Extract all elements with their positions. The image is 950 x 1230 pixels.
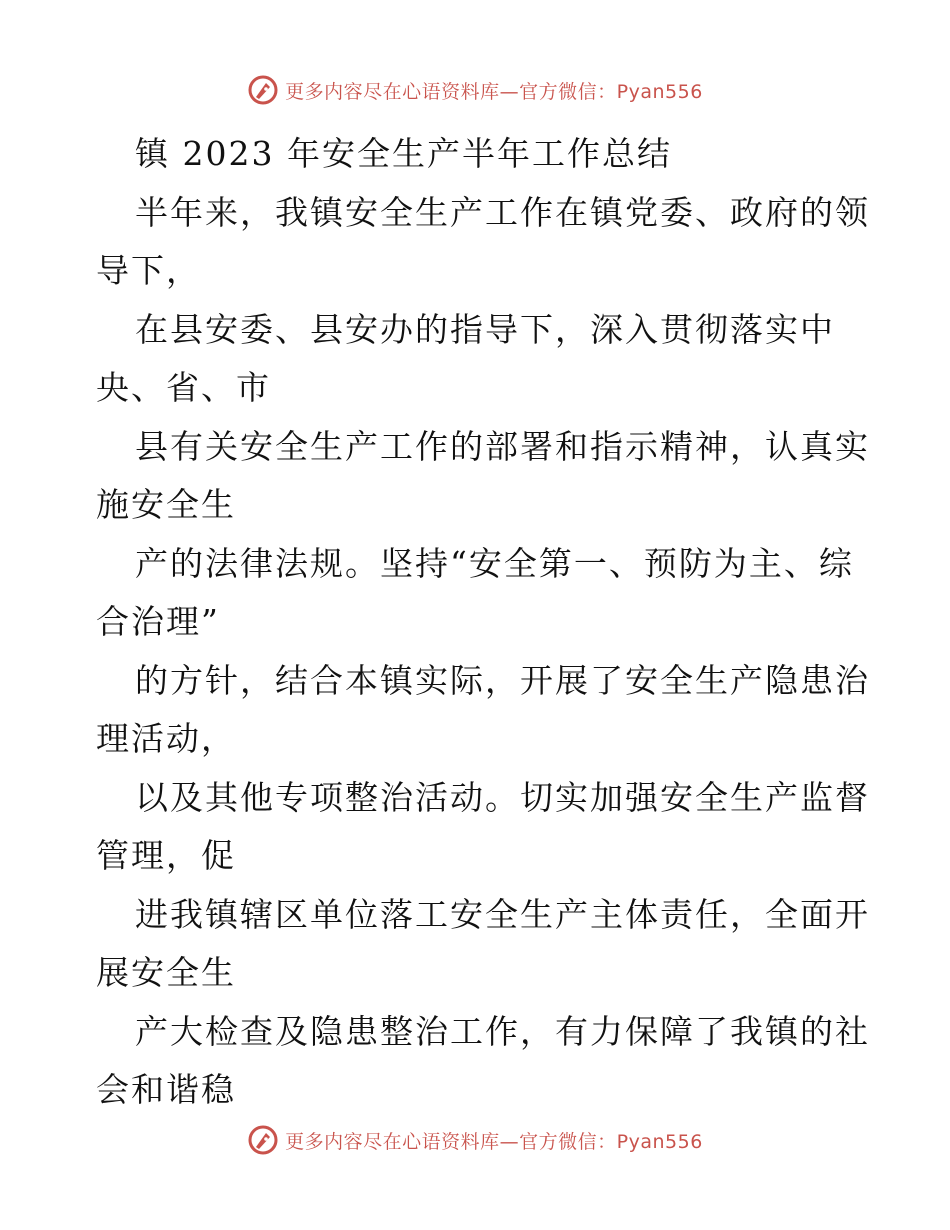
text-line: 央、省、市 xyxy=(96,368,271,407)
text-line: 合治理” xyxy=(96,602,220,641)
text-line: 以及其他专项整治活动。切实加强安全生产监督 xyxy=(135,777,870,817)
text-line: 半年来，我镇安全生产工作在镇党委、政府的领 xyxy=(135,192,870,232)
text-line: 会和谐稳 xyxy=(96,1070,236,1109)
pen-nib-logo-icon xyxy=(247,1124,279,1156)
document-body xyxy=(96,125,870,1120)
pen-nib-logo-icon xyxy=(247,74,279,106)
text-line: 施安全生 xyxy=(96,485,236,524)
text-line: 的方针，结合本镇实际，开展了安全生产隐患治 xyxy=(135,660,870,700)
text-line: 在县安委、县安办的指导下，深入贯彻落实中 xyxy=(135,309,835,349)
watermark-text: 更多内容尽在心语资料库—官方微信：Pyan556 xyxy=(285,1130,703,1153)
watermark-text: 更多内容尽在心语资料库—官方微信：Pyan556 xyxy=(285,80,703,103)
footer-watermark xyxy=(0,1120,950,1160)
text-line: 产大检查及隐患整治工作，有力保障了我镇的社 xyxy=(135,1011,870,1051)
header-watermark xyxy=(0,70,950,110)
text-line: 理活动， xyxy=(96,719,236,758)
document-title: 镇 2023 年安全生产半年工作总结 xyxy=(135,134,672,173)
text-line: 产的法律法规。坚持“安全第一、预防为主、综 xyxy=(135,543,854,583)
text-line: 展安全生 xyxy=(96,953,236,992)
text-line: 进我镇辖区单位落工安全生产主体责任，全面开 xyxy=(135,894,870,934)
text-line: 管理，促 xyxy=(96,836,236,875)
text-line: 导下， xyxy=(96,251,201,290)
text-line: 县有关安全生产工作的部署和指示精神，认真实 xyxy=(135,426,870,466)
